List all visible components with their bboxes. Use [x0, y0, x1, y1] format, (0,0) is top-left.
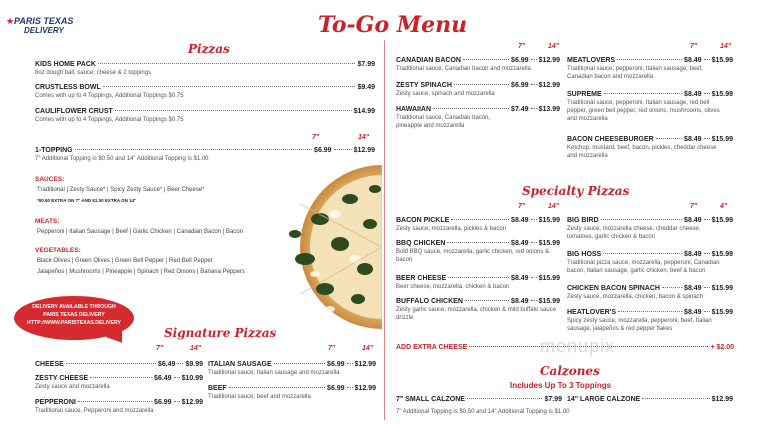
item-price-large: $15.99	[711, 91, 733, 98]
item-desc: Zesty sauce, mozzarella, chicken, bacon & spinach	[567, 294, 704, 300]
calzone-large	[567, 396, 733, 403]
sig-size-small-right: 7"	[328, 345, 336, 352]
item-price: $7.99	[544, 396, 562, 403]
sauces-list: Traditional | Zesty Sauce* | Spicy Zesty Sauce* | Beer Cheese*	[37, 187, 205, 193]
item-price-large: $13.99	[538, 106, 560, 113]
item-price-large: $12.99	[353, 147, 375, 154]
item-desc: Traditional sauce, pepperoni, Italian sausage, beef, Canadian bacon and mozzarella	[567, 66, 703, 80]
sig-size-large-right: 14"	[362, 345, 374, 352]
pizza-image	[270, 164, 382, 330]
item-name: HEATLOVER'S	[567, 309, 616, 316]
item-price-small: $8.49	[511, 240, 529, 247]
item-desc: Traditional sauce, Canadian bacon, pineapple and mozzarella	[396, 115, 491, 129]
extra-cheese-label: ADD EXTRA CHEESE	[396, 344, 468, 351]
item-price: $7.99	[357, 61, 375, 68]
item-price-small: $8.49	[684, 136, 702, 143]
delivery-link[interactable]: HTTP://WWW.PARISTEXAS.DELIVERY	[27, 320, 121, 326]
vegetables-line1: Black Olives | Green Olives | Green Bell Pepper | Red Bell Pepper	[37, 258, 213, 264]
sp-size-large: 14"	[548, 203, 560, 210]
item-desc: 8oz dough ball, sauce, cheese & 2 toppings	[35, 70, 152, 76]
item-name: BUFFALO CHICKEN	[396, 298, 463, 305]
item-price-large: $15.99	[711, 57, 733, 64]
item-price-large: $15.99	[538, 298, 560, 305]
sp-left-3	[396, 298, 560, 322]
item-price-large: $15.99	[711, 285, 733, 292]
item-name: BACON PICKLE	[396, 217, 450, 224]
item-price-large: $15.99	[538, 240, 560, 247]
item-desc: Comes with up to 4 Toppings, Additional Toppings $0.75	[35, 117, 184, 123]
item-name: BIG HOSS	[567, 251, 602, 258]
item-price-large: $12.99	[538, 57, 560, 64]
item-name: ZESTY CHEESE	[35, 375, 89, 382]
item-desc: Zesty sauce and mozzarella	[35, 384, 110, 390]
center-divider	[384, 40, 385, 420]
sig-right-0	[208, 361, 376, 377]
sig-left-2	[35, 399, 203, 415]
sp-right-3	[567, 309, 733, 333]
calzone-small	[396, 396, 562, 403]
item-name: 14" LARGE CALZONE	[567, 396, 641, 403]
pizzas-heading: Pizzas	[188, 42, 230, 56]
sp-size-large-right: 4"	[720, 203, 728, 210]
item-name: CANADIAN BACON	[396, 57, 461, 64]
sig-size-large: 14"	[190, 345, 202, 352]
item-price-small: $8.49	[684, 309, 702, 316]
specialty-heading: Specialty Pizzas	[522, 184, 630, 198]
signature-heading: Signature Pizzas	[164, 326, 277, 340]
watermark: menupix	[540, 336, 616, 356]
item-desc: Bold BBQ sauce, mozzarella, garlic chicken, red onions & bacon	[396, 249, 550, 263]
rt-size-small: 7"	[518, 43, 526, 50]
item-name: SUPREME	[567, 91, 602, 98]
item-price-small: $8.49	[684, 217, 702, 224]
item-price-small: $6.99	[327, 385, 345, 392]
item-price-large: $12.99	[181, 399, 203, 406]
calzones-desc: 7" Additional Topping is $0.50 and 14" Additional Topping is $1.00	[396, 409, 570, 415]
rt-right-1	[567, 91, 733, 123]
item-price-large: $15.99	[711, 251, 733, 258]
item-desc: 7" Additional Topping is $0.50 and 14" Additional Topping is $1.00	[35, 156, 209, 162]
item-desc: Traditional sauce, Canadian bacon and mozzarella	[396, 66, 531, 72]
logo-line1: PARIS TEXAS	[14, 16, 74, 26]
logo-line2: DELIVERY	[24, 26, 64, 35]
item-name: PEPPERONI	[35, 399, 76, 406]
sp-left-0	[396, 217, 560, 233]
item-price-large: $15.99	[711, 217, 733, 224]
logo-star-icon: ★	[6, 16, 15, 26]
rt-left-0	[396, 57, 560, 73]
item-price-small: $6.99	[511, 57, 529, 64]
page-title: To-Go Menu	[318, 12, 468, 38]
sp-size-small: 7"	[518, 203, 526, 210]
item-price-large: $12.99	[354, 385, 376, 392]
item-price-small: $6.49	[154, 375, 172, 382]
rt-size-small-right: 7"	[690, 43, 698, 50]
item-price-small: $8.49	[684, 251, 702, 258]
item-desc: Traditional sauce, Pepperoni and mozzarella	[35, 408, 154, 414]
rt-right-0	[567, 57, 733, 81]
item-name: HAWAIIAN	[396, 106, 431, 113]
item-price-large: $12.99	[354, 361, 376, 368]
item-price: $12.99	[711, 396, 733, 403]
one-topping-item	[35, 147, 375, 163]
item-price-large: $10.99	[181, 375, 203, 382]
item-price-small: $6.99	[327, 361, 345, 368]
item-desc: Traditional sauce, beef and mozzarella	[208, 394, 311, 400]
item-price-small: $8.49	[684, 91, 702, 98]
item-desc: Zesty sauce, mozzarella, pickles & bacon	[396, 226, 507, 232]
item-price-large: $15.99	[538, 217, 560, 224]
item-price-large: $15.99	[711, 309, 733, 316]
meats-list: Pepperoni | Italian Sausage | Beef | Garlic Chicken | Canadian Bacon | Bacon	[37, 229, 243, 235]
delivery-line2: PARIS TEXAS DELIVERY	[43, 312, 105, 318]
item-name: KIDS HOME PACK	[35, 61, 96, 68]
item-price-small: $8.49	[511, 298, 529, 305]
size-large-header: 14"	[358, 134, 370, 141]
item-price-small: $6.49	[157, 361, 176, 368]
sig-left-0	[35, 361, 203, 368]
rt-size-large-right: 14"	[720, 43, 732, 50]
sp-right-1	[567, 251, 733, 275]
sauces-note: *$0.50 EXTRA ON 7" AND $1.00 EXTRA ON 14"	[37, 198, 137, 203]
item-desc: Beer cheese, mozzarella, chicken & bacon	[396, 284, 510, 290]
item-name: BEEF	[208, 385, 227, 392]
sp-size-small-right: 7"	[690, 203, 698, 210]
item-desc: Ketchup, mustard, beef, bacon, pickles, cheddar cheese and mozzarella	[567, 145, 717, 159]
item-desc: Zesty garlic sauce, mozzarella, chicken & mild buffalo sauce drizzle	[396, 307, 556, 321]
item-price-large: $9.99	[185, 361, 203, 368]
rt-left-1	[396, 82, 560, 98]
item-price-small: $8.49	[684, 57, 702, 64]
sig-left-1	[35, 375, 203, 391]
item-name: CAULIFLOWER CRUST	[35, 108, 113, 115]
item-price-small: $6.99	[154, 399, 172, 406]
pizza-item-1	[35, 84, 375, 100]
pizza-item-2	[35, 108, 375, 124]
item-desc: Spicy zesty sauce, mozzarella, pepperoni, beef, Italian sausage, jalapeños & red pepper flakes	[567, 318, 712, 332]
item-name: MEATLOVERS	[567, 57, 616, 64]
logo	[4, 14, 86, 40]
rt-size-large: 14"	[548, 43, 560, 50]
delivery-line1: DELIVERY AVAILABLE THROUGH	[32, 304, 116, 310]
pizza-item-0	[35, 61, 375, 77]
item-desc: Zesty sauce, mozzarella cheese, cheddar cheese, tomatoes, garlic chicken & bacon	[567, 226, 701, 240]
meats-heading: MEATS:	[35, 218, 60, 225]
item-desc: Traditional sauce, pepperoni, Italian sausage, red bell pepper, green bell pepper, red onions, mushrooms, olives and mozzarella	[567, 100, 720, 122]
item-price-large: $15.99	[711, 136, 733, 143]
item-name: 1-TOPPING	[35, 147, 73, 154]
item-price: $9.49	[357, 84, 375, 91]
item-name: ITALIAN SAUSAGE	[208, 361, 272, 368]
item-name: BEER CHEESE	[396, 275, 447, 282]
item-desc: Comes with up to 4 Toppings, Additional Toppings $0.75	[35, 93, 184, 99]
calzones-heading: Calzones	[540, 364, 600, 378]
item-name: CRUSTLESS BOWL	[35, 84, 101, 91]
rt-right-2	[567, 136, 733, 160]
delivery-bubble-text	[14, 303, 134, 327]
sig-size-small: 7"	[156, 345, 164, 352]
item-name: BBQ CHICKEN	[396, 240, 446, 247]
sp-right-0	[567, 217, 733, 241]
item-price: $14.99	[353, 108, 375, 115]
item-name: CHEESE	[35, 361, 64, 368]
sig-right-1	[208, 385, 376, 401]
item-name: BIG BIRD	[567, 217, 599, 224]
item-name: CHICKEN BACON SPINACH	[567, 285, 660, 292]
item-price-small: $8.49	[511, 275, 529, 282]
sp-left-2	[396, 275, 560, 291]
sp-left-1	[396, 240, 560, 264]
item-desc: Zesty sauce, spinach and mozzarella	[396, 91, 495, 97]
item-name: BACON CHEESEBURGER	[567, 136, 654, 143]
extra-cheese-price: + $2.00	[710, 344, 734, 351]
item-price-small: $8.49	[511, 217, 529, 224]
item-price-small: $6.99	[314, 147, 332, 154]
item-price-small: $6.99	[511, 82, 529, 89]
item-desc: Traditional pizza sauce, mozzarella, pepperoni, Canadian bacon, Italian sausage, garlic chicken, beef & bacon	[567, 260, 720, 274]
sp-right-2	[567, 285, 733, 301]
item-price-large: $15.99	[538, 275, 560, 282]
vegetables-heading: VEGETABLES:	[35, 247, 81, 254]
item-desc: Traditional sauce, Italian sausage and mozzarella	[208, 370, 340, 376]
size-small-header: 7"	[312, 134, 320, 141]
item-name: 7" SMALL CALZONE	[396, 396, 465, 403]
item-price-small: $7.49	[511, 106, 529, 113]
calzones-sub: Includes Up To 3 Toppings	[510, 381, 612, 390]
item-price-large: $12.99	[538, 82, 560, 89]
rt-left-2	[396, 106, 560, 130]
item-price-small: $8.49	[684, 285, 702, 292]
sauces-heading: SAUCES:	[35, 176, 65, 183]
vegetables-line2: Jalapeños | Mushrooms | Pineapple | Spinach | Red Onions | Banana Peppers	[37, 269, 245, 275]
item-name: ZESTY SPINACH	[396, 82, 452, 89]
